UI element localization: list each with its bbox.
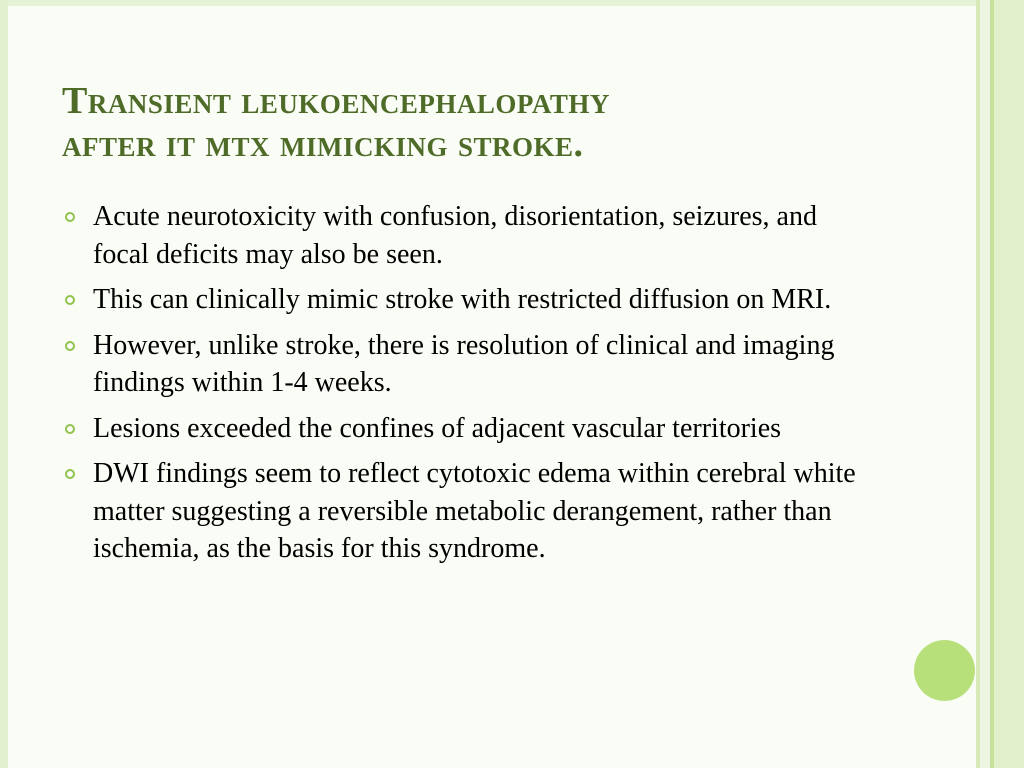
hollow-circle-bullet-icon	[65, 469, 75, 479]
bullet-item	[62, 455, 862, 568]
bullet-item	[62, 410, 862, 448]
bullet-item	[62, 327, 862, 402]
bullet-text: Lesions exceeded the confines of adjacent vascular territories	[93, 412, 782, 444]
decorative-circle-icon	[914, 640, 975, 701]
bullet-list	[62, 198, 862, 576]
right-band	[994, 0, 1024, 768]
top-frame-band	[0, 0, 978, 6]
bullet-item	[62, 281, 862, 319]
hollow-circle-bullet-icon	[65, 212, 75, 222]
hollow-circle-bullet-icon	[65, 341, 75, 351]
hollow-circle-bullet-icon	[65, 295, 75, 305]
slide-title	[62, 80, 922, 165]
bullet-text: This can clinically mimic stroke with restricted diffusion on MRI.	[93, 284, 832, 315]
bullet-text: Acute neurotoxicity with confusion, disorientation, seizures, and focal deficits may also be seen.	[93, 201, 817, 270]
bullet-item	[62, 198, 862, 273]
title-line: after it mtx mimicking stroke.	[62, 122, 584, 165]
bullet-text: DWI findings seem to reflect cytotoxic edema within cerebral white matter suggesting a reversible metabolic derangement, rather than ischemia, as the basis for this syndrome.	[93, 458, 856, 564]
right-stripe	[980, 0, 990, 768]
hollow-circle-bullet-icon	[65, 424, 75, 434]
bullet-text: However, unlike stroke, there is resolution of clinical and imaging findings within 1-4 weeks.	[93, 329, 835, 398]
left-frame-band	[0, 0, 8, 768]
title-line: Transient leukoencephalopathy	[62, 80, 610, 122]
